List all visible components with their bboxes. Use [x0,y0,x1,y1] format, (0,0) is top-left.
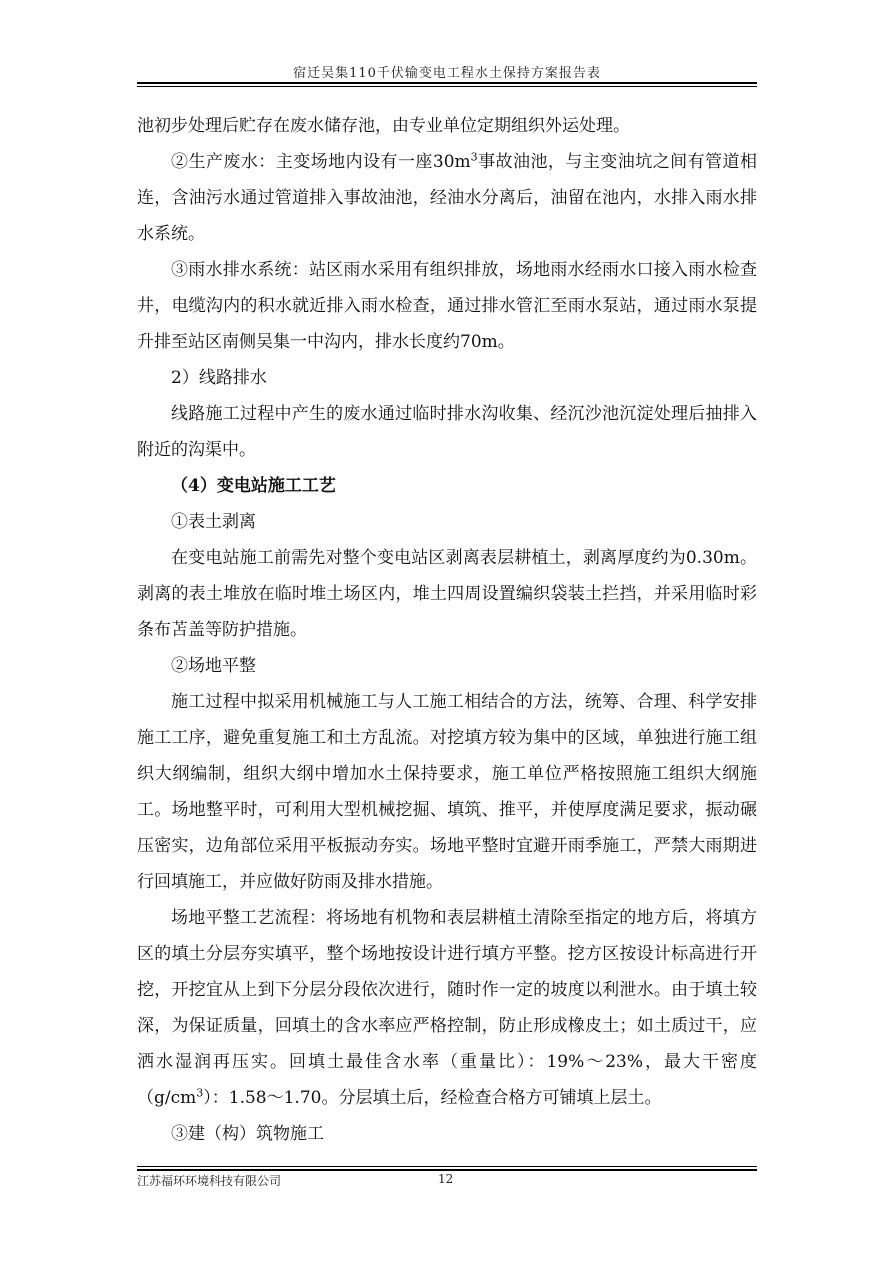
heading-topsoil-stripping: ①表土剥离 [171,512,256,532]
superscript-3b: 3 [196,1086,204,1100]
superscript-3: 3 [470,150,478,164]
heading-site-leveling: ②场地平整 [171,656,256,676]
paragraph-2-post: 事故油池，与主变油坑之间有管道相连，含油污水通过管道排入事故油池，经油水分离后，油留在池内，水排入雨水排水系统。 [137,152,757,244]
page-number: 12 [438,1172,454,1186]
paragraph-1: 池初步处理后贮存在废水储存池，由专业单位定期组织外运处理。 [137,116,630,136]
paragraph-production-wastewater [137,144,757,252]
paragraph-rainwater-system: ③雨水排水系统：站区雨水采用有组织排放，场地雨水经雨水口接入雨水检查井，电缆沟内的积水就近排入雨水检查，通过排水管汇至雨水泵站，通过雨水泵提升排至站区南侧吴集一中沟内，排水长度约70m。 [137,260,757,352]
heading-building-construction: ③建（构）筑物施工 [171,1124,324,1144]
heading-line-drainage: 2）线路排水 [171,368,267,388]
page-header-title: 宿迁吴集110千伏输变电工程水土保持方案报告表 [293,66,601,81]
footer-company: 江苏福环环境科技有限公司 [137,1174,282,1188]
paragraph-leveling-process [137,900,757,1116]
paragraph-11-post: ）：1.58～1.70。分层填土后，经检查合格方可铺填上层土。 [203,1088,662,1108]
paragraph-11-pre: 场地平整工艺流程：将场地有机物和表层耕植土清除至指定的地方后，将填方区的填土分层夯实填平，整个场地按设计进行填方平整。挖方区按设计标高进行开挖，开挖宜从上到下分层分段依次进行，随时作一定的坡度以利泄水。由于填土较深，为保证质量，回填土的含水率应严格控制，防止形成橡皮土；如土质过干，应洒水湿润再压实。回填土最佳含水率（重量比）：19%～23%，最大干密度（g/cm [137,908,757,1108]
paragraph-site-leveling: 施工过程中拟采用机械施工与人工施工相结合的方法，统筹、合理、科学安排施工工序，避免重复施工和土方乱流。对挖填方较为集中的区域，单独进行施工组织大纲编制，组织大纲中增加水土保持要求，施工单位严格按照施工组织大纲施工。场地整平时，可利用大型机械挖掘、填筑、推平，并使厚度满足要求，振动碾压密实，边角部位采用平板振动夯实。场地平整时宜避开雨季施工，严禁大雨期进行回填施工，并应做好防雨及排水措施。 [137,692,757,892]
footer-rule-thick [137,1169,757,1171]
paragraph-topsoil-stripping: 在变电站施工前需先对整个变电站区剥离表层耕植土，剥离厚度约为0.30m。剥离的表土堆放在临时堆土场区内，堆土四周设置编织袋装土拦挡，并采用临时彩条布苫盖等防护措施。 [137,548,757,640]
heading-substation-construction: （4）变电站施工工艺 [171,476,336,496]
document-body [137,108,757,1152]
paragraph-2-pre: ②生产废水：主变场地内设有一座30m [171,152,471,172]
footer-rule-thin [137,1166,757,1167]
header-rule-thin [137,86,757,87]
paragraph-line-drainage: 线路施工过程中产生的废水通过临时排水沟收集、经沉沙池沉淀处理后抽排入附近的沟渠中。 [137,404,757,460]
header-rule-thick [137,82,757,84]
